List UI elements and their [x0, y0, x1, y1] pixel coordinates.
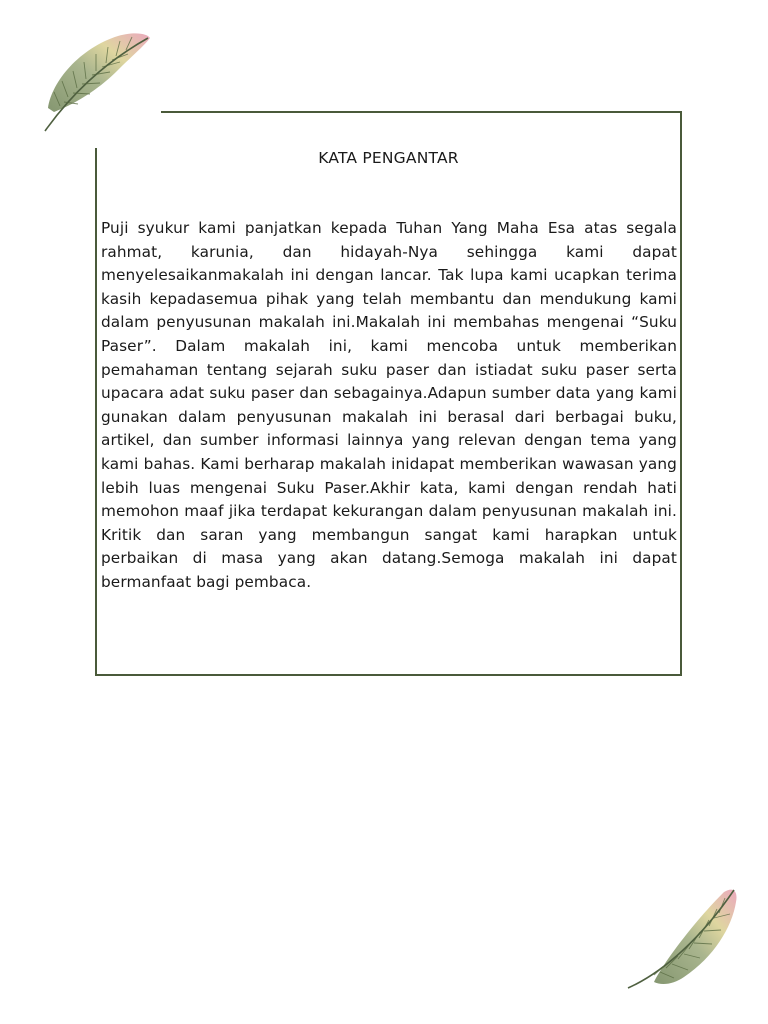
frame-corner-gap: [92, 108, 100, 148]
body-paragraph: Puji syukur kami panjatkan kepada Tuhan Yang Maha Esa atas segala rahmat, karunia, dan hidayah-Nya sehingga kami dapat menyelesaikanmakalah ini dengan lancar. Tak lupa kami ucapkan terima kasih kepadasemua pihak yang telah membantu dan mendukung kami dalam penyusunan makalah ini.Makalah ini membahas mengenai “Suku Paser”. Dalam makalah ini, kami mencoba untuk memberikan pemahaman tentang sejarah suku paser dan istiadat suku paser serta upacara adat suku paser dan sebagainya.Adapun sumber data yang kami gunakan dalam penyusunan makalah ini berasal dari berbagai buku, artikel, dan sumber informasi lainnya yang relevan dengan tema yang kami bahas. Kami berharap makalah inidapat memberikan wawasan yang lebih luas mengenai Suku Paser.Akhir kata, kami dengan rendah hati memohon maaf jika terdapat kekurangan dalam penyusunan makalah ini. Kritik dan saran yang membangun sangat kami harapkan untuk perbaikan di masa yang akan datang.Semoga makalah ini dapat bermanfaat bagi pembaca.: [101, 219, 677, 591]
frame-corner-gap: [93, 108, 161, 116]
feather-leaf-icon: [624, 882, 742, 994]
page-title: KATA PENGANTAR: [318, 149, 459, 167]
